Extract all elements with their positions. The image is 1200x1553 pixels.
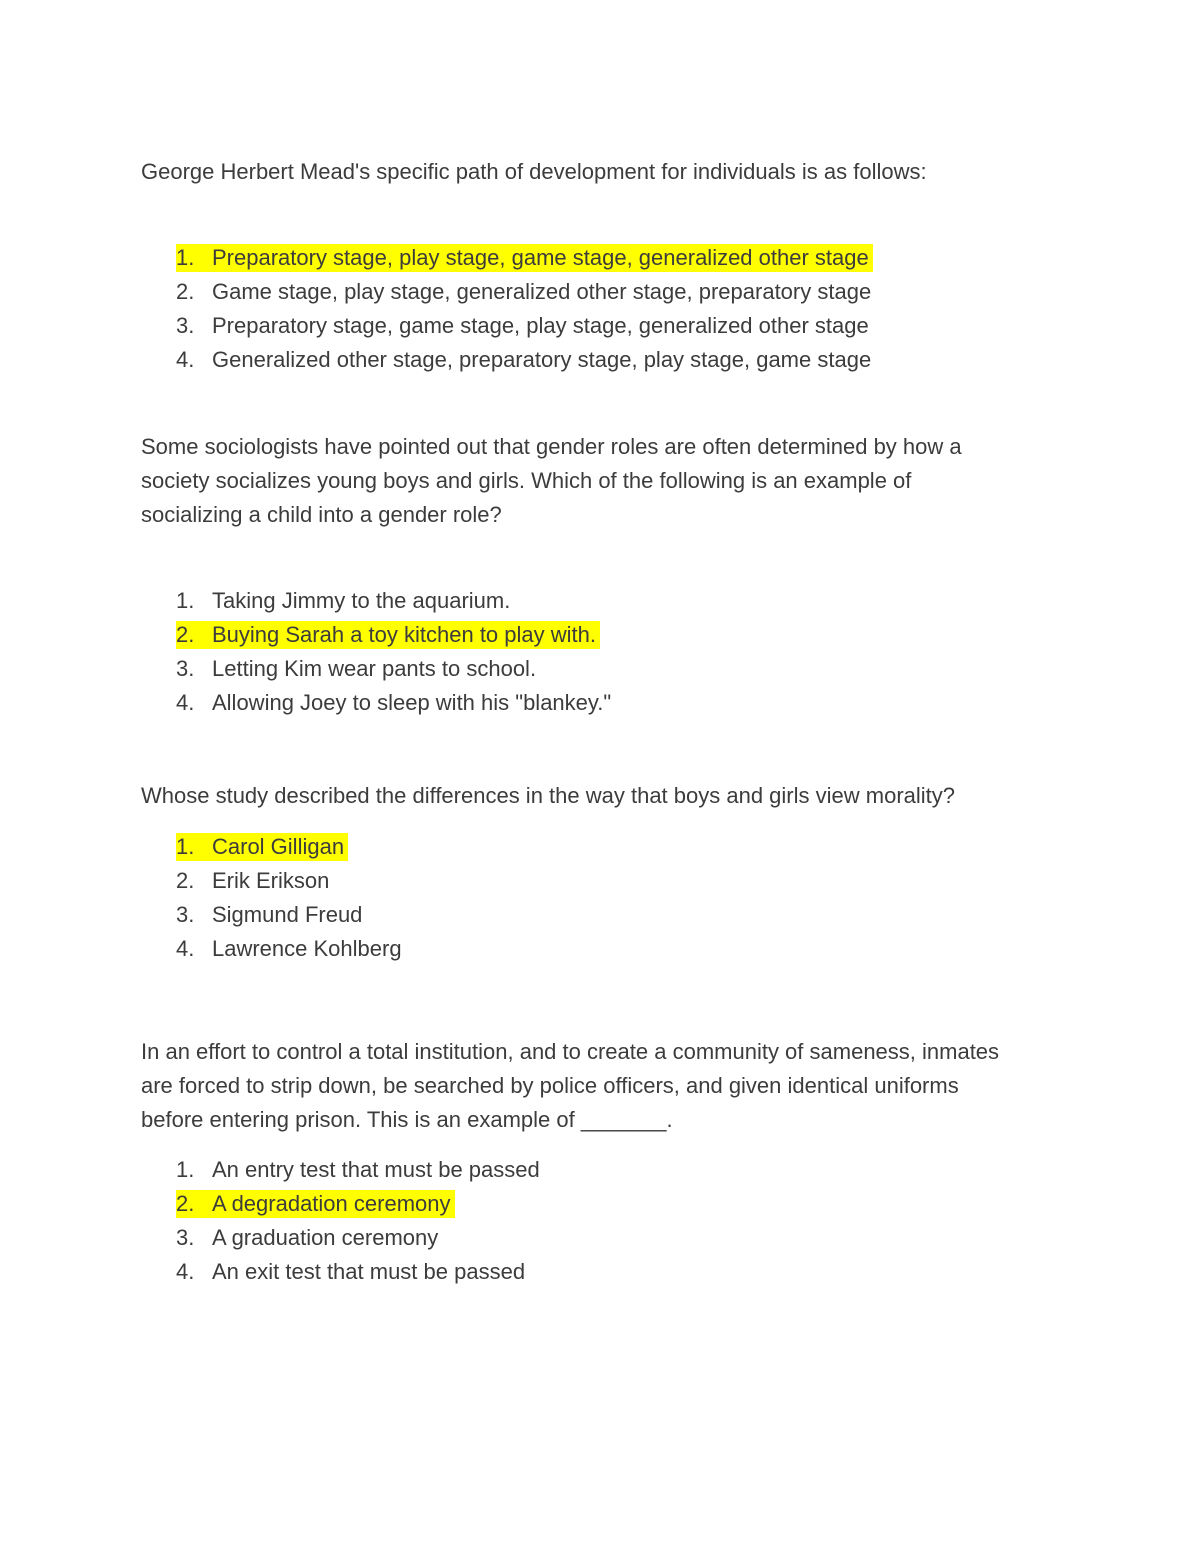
option-number: 2.: [176, 622, 195, 647]
option-number: 1.: [176, 588, 195, 613]
option-number: 4.: [176, 690, 195, 715]
question-2-options: [176, 584, 615, 720]
option-text: Buying Sarah a toy kitchen to play with.: [212, 622, 596, 647]
option-text: An exit test that must be passed: [212, 1259, 526, 1284]
answer-highlight: [176, 244, 873, 272]
option-text: Generalized other stage, preparatory stage, play stage, game stage: [212, 347, 872, 372]
option-number: 4.: [176, 936, 195, 961]
option-number: 3.: [176, 313, 195, 338]
question-4-option-4: [176, 1255, 544, 1289]
question-3: [141, 779, 1041, 813]
question-4-options: [176, 1153, 544, 1289]
question-4: [141, 1035, 1021, 1137]
option-number: 2.: [176, 868, 195, 893]
option-number: 4.: [176, 347, 195, 372]
question-1-option-3: [176, 309, 875, 343]
question-3-option-2: [176, 864, 406, 898]
question-1-prompt: George Herbert Mead's specific path of development for individuals is as follows:: [141, 159, 927, 184]
option-text: Letting Kim wear pants to school.: [212, 656, 537, 681]
answer-highlight: [176, 833, 348, 861]
option-text: Erik Erikson: [212, 868, 330, 893]
question-2-option-4: [176, 686, 615, 720]
question-3-option-1: [176, 830, 406, 864]
answer-highlight: [176, 621, 600, 649]
option-text: An entry test that must be passed: [212, 1157, 540, 1182]
option-number: 1.: [176, 1157, 195, 1182]
option-text: Preparatory stage, game stage, play stage, generalized other stage: [212, 313, 869, 338]
question-3-option-3: [176, 898, 406, 932]
option-text: Lawrence Kohlberg: [212, 936, 402, 961]
option-number: 3.: [176, 902, 195, 927]
question-3-prompt: Whose study described the differences in the way that boys and girls view morality?: [141, 783, 955, 808]
option-text: Preparatory stage, play stage, game stage, generalized other stage: [212, 245, 869, 270]
option-text: Taking Jimmy to the aquarium.: [212, 588, 511, 613]
option-text: Sigmund Freud: [212, 902, 363, 927]
option-text: Game stage, play stage, generalized other stage, preparatory stage: [212, 279, 872, 304]
question-2-prompt: Some sociologists have pointed out that gender roles are often determined by how a society socializes young boys and girls. Which of the following is an example of socializing a child into a gender role?: [141, 434, 962, 527]
option-text: A degradation ceremony: [212, 1191, 451, 1216]
question-1-option-4: [176, 343, 875, 377]
option-number: 1.: [176, 834, 195, 859]
question-3-options: [176, 830, 406, 966]
question-2-option-3: [176, 652, 615, 686]
question-1-option-2: [176, 275, 875, 309]
question-1-option-1: [176, 241, 875, 275]
option-number: 3.: [176, 1225, 195, 1250]
option-text: Allowing Joey to sleep with his "blankey.": [212, 690, 612, 715]
question-4-option-2: [176, 1187, 544, 1221]
option-number: 4.: [176, 1259, 195, 1284]
option-number: 3.: [176, 656, 195, 681]
option-text: Carol Gilligan: [212, 834, 345, 859]
option-number: 1.: [176, 245, 195, 270]
question-2-option-1: [176, 584, 615, 618]
answer-highlight: [176, 1190, 455, 1218]
question-1-options: [176, 241, 875, 377]
question-3-option-4: [176, 932, 406, 966]
question-4-option-1: [176, 1153, 544, 1187]
question-4-option-3: [176, 1221, 544, 1255]
question-4-prompt: In an effort to control a total institution, and to create a community of sameness, inmates are forced to strip down, be searched by police officers, and given identical uniforms before entering prison. This is an example of _______.: [141, 1039, 1000, 1132]
option-text: A graduation ceremony: [212, 1225, 439, 1250]
question-2-option-2: [176, 618, 615, 652]
option-number: 2.: [176, 1191, 195, 1216]
option-number: 2.: [176, 279, 195, 304]
question-1: [141, 155, 1041, 189]
question-2: [141, 430, 1011, 532]
